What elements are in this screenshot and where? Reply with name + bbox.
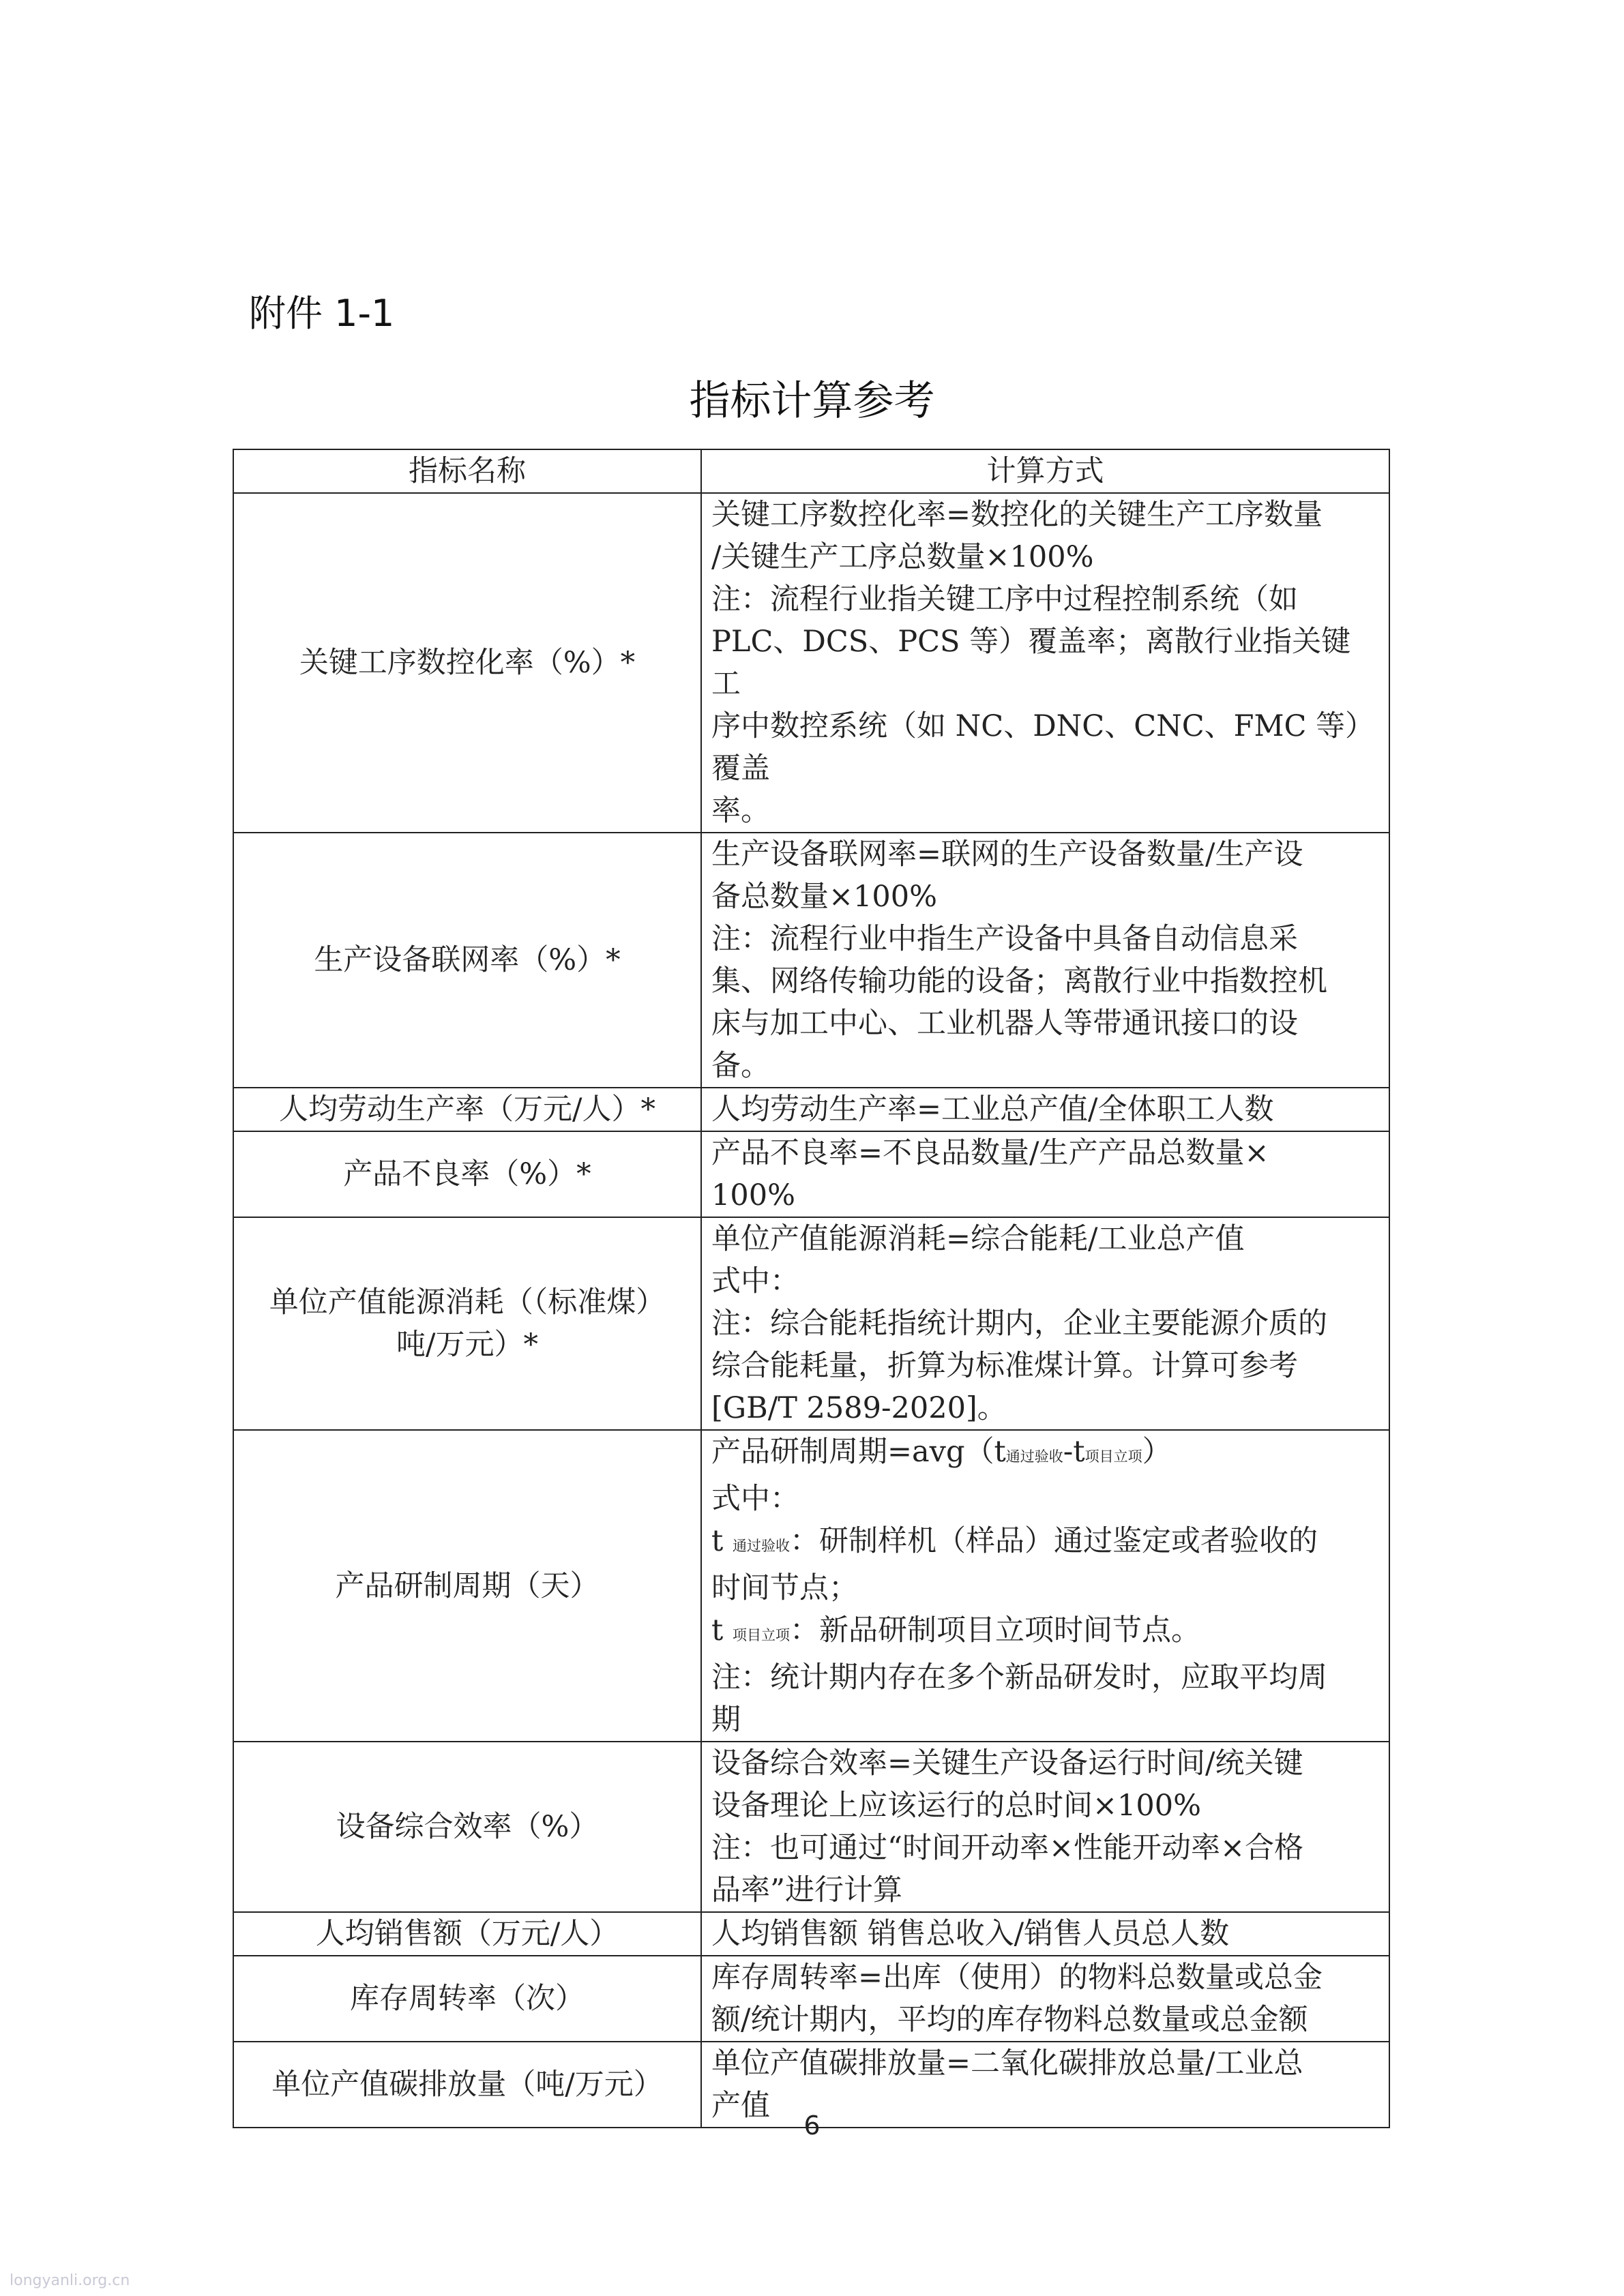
header-calculation-method: 计算方式 [701,449,1389,493]
method-line: 集、网络传输功能的设备；离散行业中指数控机 [711,964,1327,998]
term-text: ：新品研制项目立项时间节点。 [789,1613,1200,1648]
method-line: 关键工序数控化率=数控化的关键生产工序数量 [711,498,1323,532]
method-line: 设备理论上应该运行的总时间×100% [711,1789,1201,1823]
method-line: 序中数控系统（如 NC、DNC、CNC、FMC 等）覆盖 [711,709,1375,786]
method-line: 期 [711,1703,741,1737]
method-line: 单位产值能源消耗=综合能耗/工业总产值 [711,1222,1245,1256]
page-number: 6 [803,2111,821,2141]
watermark: longyanli.org.cn [10,2272,130,2289]
calculation-method [701,1742,1389,1912]
method-line: 产值 [711,2089,770,2123]
term-definition [711,1520,1379,1567]
term-subscript: 项目立项 [732,1627,790,1643]
method-line: 式中： [711,1482,799,1516]
table-row [233,833,1389,1088]
indicator-name [233,1217,701,1430]
calculation-method [701,1912,1389,1956]
method-line: 注：流程行业中指生产设备中具备自动信息采 [711,922,1298,956]
indicator-name: 库存周转率（次） [233,1956,701,2042]
formula-subscript: 项目立项 [1084,1448,1142,1465]
term-symbol: t [711,1524,724,1558]
method-line: 备。 [711,1049,770,1083]
indicator-name: 关键工序数控化率（%）* [233,493,701,833]
method-line: 备总数量×100% [711,880,937,914]
method-line: 库存周转率=出库（使用）的物料总数量或总金 [711,1960,1323,1995]
term-subscript: 通过验收 [732,1538,790,1554]
formula-subscript: 通过验收 [1005,1448,1063,1465]
method-line: 人均销售额 销售总收入/销售人员总人数 [711,1917,1230,1951]
method-line: 设备综合效率=关键生产设备运行时间/统关键 [711,1746,1303,1780]
method-line: 注：综合能耗指统计期内，企业主要能源介质的 [711,1307,1327,1341]
method-line: 单位产值碳排放量=二氧化碳排放总量/工业总 [711,2046,1303,2081]
indicator-name: 人均销售额（万元/人） [233,1912,701,1956]
method-line: 床与加工中心、工业机器人等带通讯接口的设 [711,1007,1298,1041]
method-line: 综合能耗量，折算为标准煤计算。计算可参考 [711,1349,1298,1383]
method-line: 时间节点； [711,1571,858,1605]
indicator-table [233,449,1390,2128]
calculation-method [701,1131,1389,1217]
table-row [233,1430,1389,1742]
method-line: 额/统计期内，平均的库存物料总数量或总金额 [711,2003,1308,2037]
table-row [233,1131,1389,1217]
method-line: 产品不良率=不良品数量/生产产品总数量× [711,1136,1269,1170]
method-line: 式中： [711,1264,799,1298]
calculation-method [701,1956,1389,2042]
indicator-name-line: 吨/万元）* [396,1328,538,1362]
calculation-method [701,1217,1389,1430]
method-line: 品率”进行计算 [711,1873,902,1907]
method-line: [GB/T 2589-2020]。 [711,1391,1007,1425]
calculation-method [701,1430,1389,1742]
indicator-name: 单位产值碳排放量（吨/万元） [233,2042,701,2128]
formula-suffix: ） [1142,1435,1172,1469]
method-line: 率。 [711,794,770,828]
table-header-row [233,449,1389,493]
calculation-method [701,833,1389,1088]
formula-mid: -t [1063,1435,1085,1469]
method-line: 生产设备联网率=联网的生产设备数量/生产设 [711,837,1303,871]
formula-prefix: 产品研制周期=avg（t [711,1435,1006,1469]
term-symbol: t [711,1613,724,1648]
formula-line [711,1431,1379,1478]
term-definition [711,1609,1379,1656]
method-line: 注：也可通过“时间开动率×性能开动率×合格 [711,1831,1304,1865]
calculation-method [701,493,1389,833]
table-row [233,1088,1389,1131]
table-row [233,1217,1389,1430]
method-line: /关键生产工序总数量×100% [711,540,1094,574]
calculation-method [701,1088,1389,1131]
table-row [233,1912,1389,1956]
term-text: ：研制样机（样品）通过鉴定或者验收的 [789,1524,1318,1558]
attachment-label: 附件 1-1 [249,292,395,335]
method-line: PLC、DCS、PCS 等）覆盖率；离散行业指关键工 [711,625,1351,701]
indicator-name: 生产设备联网率（%）* [233,833,701,1088]
table-row [233,493,1389,833]
header-indicator-name: 指标名称 [233,449,701,493]
indicator-name: 人均劳动生产率（万元/人）* [233,1088,701,1131]
method-line: 注：流程行业指关键工序中过程控制系统（如 [711,582,1298,616]
indicator-name-line: 单位产值能源消耗（（标准煤） [269,1285,666,1320]
method-line: 注：统计期内存在多个新品研发时，应取平均周 [711,1660,1327,1695]
indicator-name: 产品不良率（%）* [233,1131,701,1217]
document-title: 指标计算参考 [689,377,935,425]
table-row [233,1742,1389,1912]
indicator-name: 设备综合效率（%） [233,1742,701,1912]
method-line: 人均劳动生产率=工业总产值/全体职工人数 [711,1092,1274,1127]
method-line: 100% [711,1178,795,1212]
indicator-name: 产品研制周期（天） [233,1430,701,1742]
table-row [233,1956,1389,2042]
